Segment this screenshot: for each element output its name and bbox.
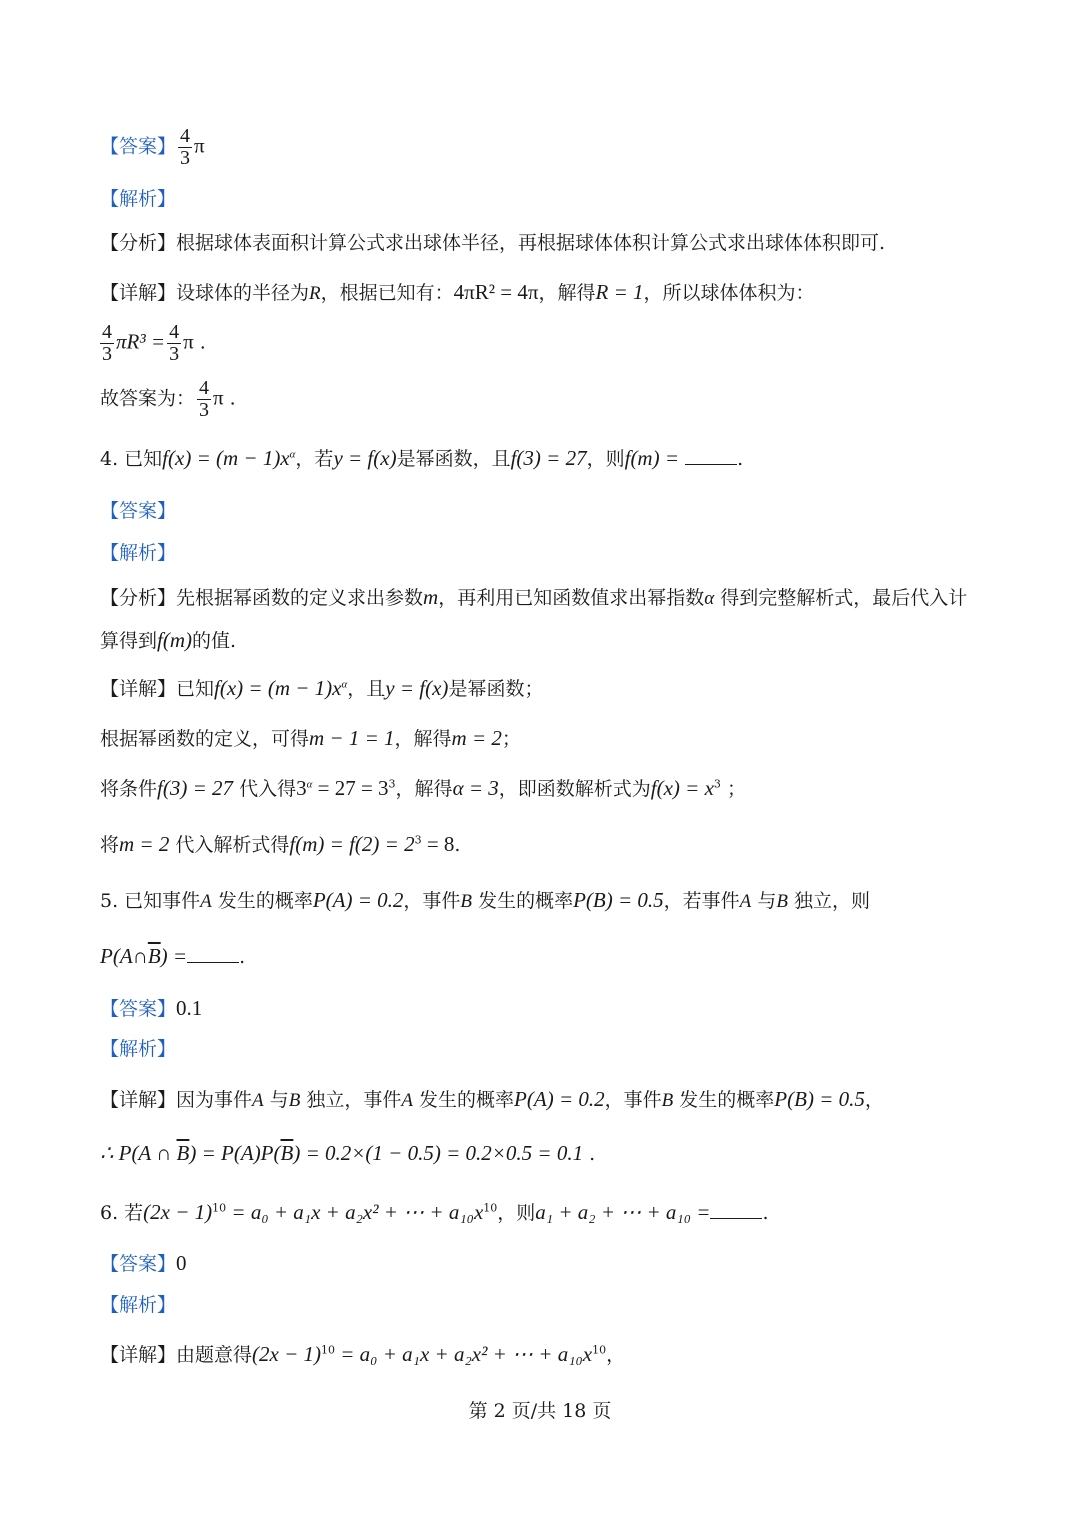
q4-fenxi-line1: 【分析】先根据幂函数的定义求出参数m，再利用已知函数值求出幂指数α 得到完整解析式，最后代入计 <box>100 585 968 609</box>
answer-fraction: $\frac{4}{3}$ <box>180 125 191 169</box>
answer-pi: π <box>194 133 205 158</box>
q6-detail: 【详解】由题意得$(2x - 1)^{10} = a_0 + a_1x + a_2x^2$ + ⋯ + $a_{10}x^{10}$， <box>100 1342 626 1366</box>
q5-calc: ∴ P(A ∩ $\overline{B}) = P(A)P(\overline{B}) = 0.2\times(1 - 0.5) = 0.2\times 0.5 = 0.1$ . <box>100 1141 596 1165</box>
q4-step4: 将m = 2 代入解析式得$f(m) = f(2) = 2^3 = 8$. <box>100 832 461 856</box>
q5-answer: 【答案】0.1 <box>100 996 203 1020</box>
answer-blank <box>710 1202 762 1219</box>
q3-detail: 【详解】设球体的半径为R，根据已知有：4πR² = 4π，解得R = 1，所以球体体积为： <box>100 280 815 304</box>
q3-volume-formula: $\frac{4}{3}$ πR³ = $\frac{4}{3}$ π . <box>102 321 206 365</box>
q5-stem-line2: $P(A\cap\overline{B})$ = . <box>100 944 246 968</box>
q3-answer-line <box>100 126 205 169</box>
answer-label: 【答案】 <box>100 135 177 158</box>
q4-answer-label: 【答案】 <box>100 500 177 522</box>
q3-final: 故答案为： $\frac{4}{3}$ π . <box>100 377 236 421</box>
q4-step3: 将条件f(3) = 27 代入得$3^\alpha = 27 = 3^3$，解得α = 3，即函数解析式为$f(x) = x^3$ ； <box>100 776 746 800</box>
answer-blank <box>187 946 239 963</box>
q5-stem-line1: 5. 已知事件A 发生的概率P(A) = 0.2，事件B 发生的概率P(B) = 0.5，若事件A 与B 独立，则 <box>100 888 871 912</box>
q3-analysis-label: 【解析】 <box>100 188 177 210</box>
answer-blank <box>685 448 737 465</box>
q5-analysis-label: 【解析】 <box>100 1038 177 1060</box>
q6-stem: 6. 若$(2x - 1)^{10} = a_0 + a_1x + a_2x^2$ + ⋯ + $a_{10}x^{10}$，则a₁ + a₂ + ⋯ + a₁₀ = . <box>100 1200 769 1224</box>
q4-analysis-label: 【解析】 <box>100 542 177 564</box>
q4-fenxi-line2: 算得到f(m)的值. <box>100 628 237 652</box>
q5-detail: 【详解】因为事件A 与B 独立，事件A 发生的概率P(A) = 0.2，事件B 发生的概率P(B) = 0.5， <box>100 1087 884 1111</box>
q6-answer: 【答案】0 <box>100 1251 187 1275</box>
q4-stem: 4. 已知$f(x) = (m - 1)x^\alpha$，若y = f(x)是幂函数，且f(3) = 27，则f(m) = . <box>100 446 744 470</box>
q4-detail: 【详解】已知$f(x) = (m - 1)x^\alpha$，且y = f(x)是幂函数； <box>100 676 544 700</box>
q6-analysis-label: 【解析】 <box>100 1294 177 1316</box>
q4-step2: 根据幂函数的定义，可得m − 1 = 1，解得m = 2； <box>100 726 521 750</box>
q3-fenxi: 【分析】根据球体表面积计算公式求出球体半径，再根据球体体积计算公式求出球体体积即可. <box>100 232 886 254</box>
page-footer: 第 2 页/共 18 页 <box>468 1400 612 1422</box>
